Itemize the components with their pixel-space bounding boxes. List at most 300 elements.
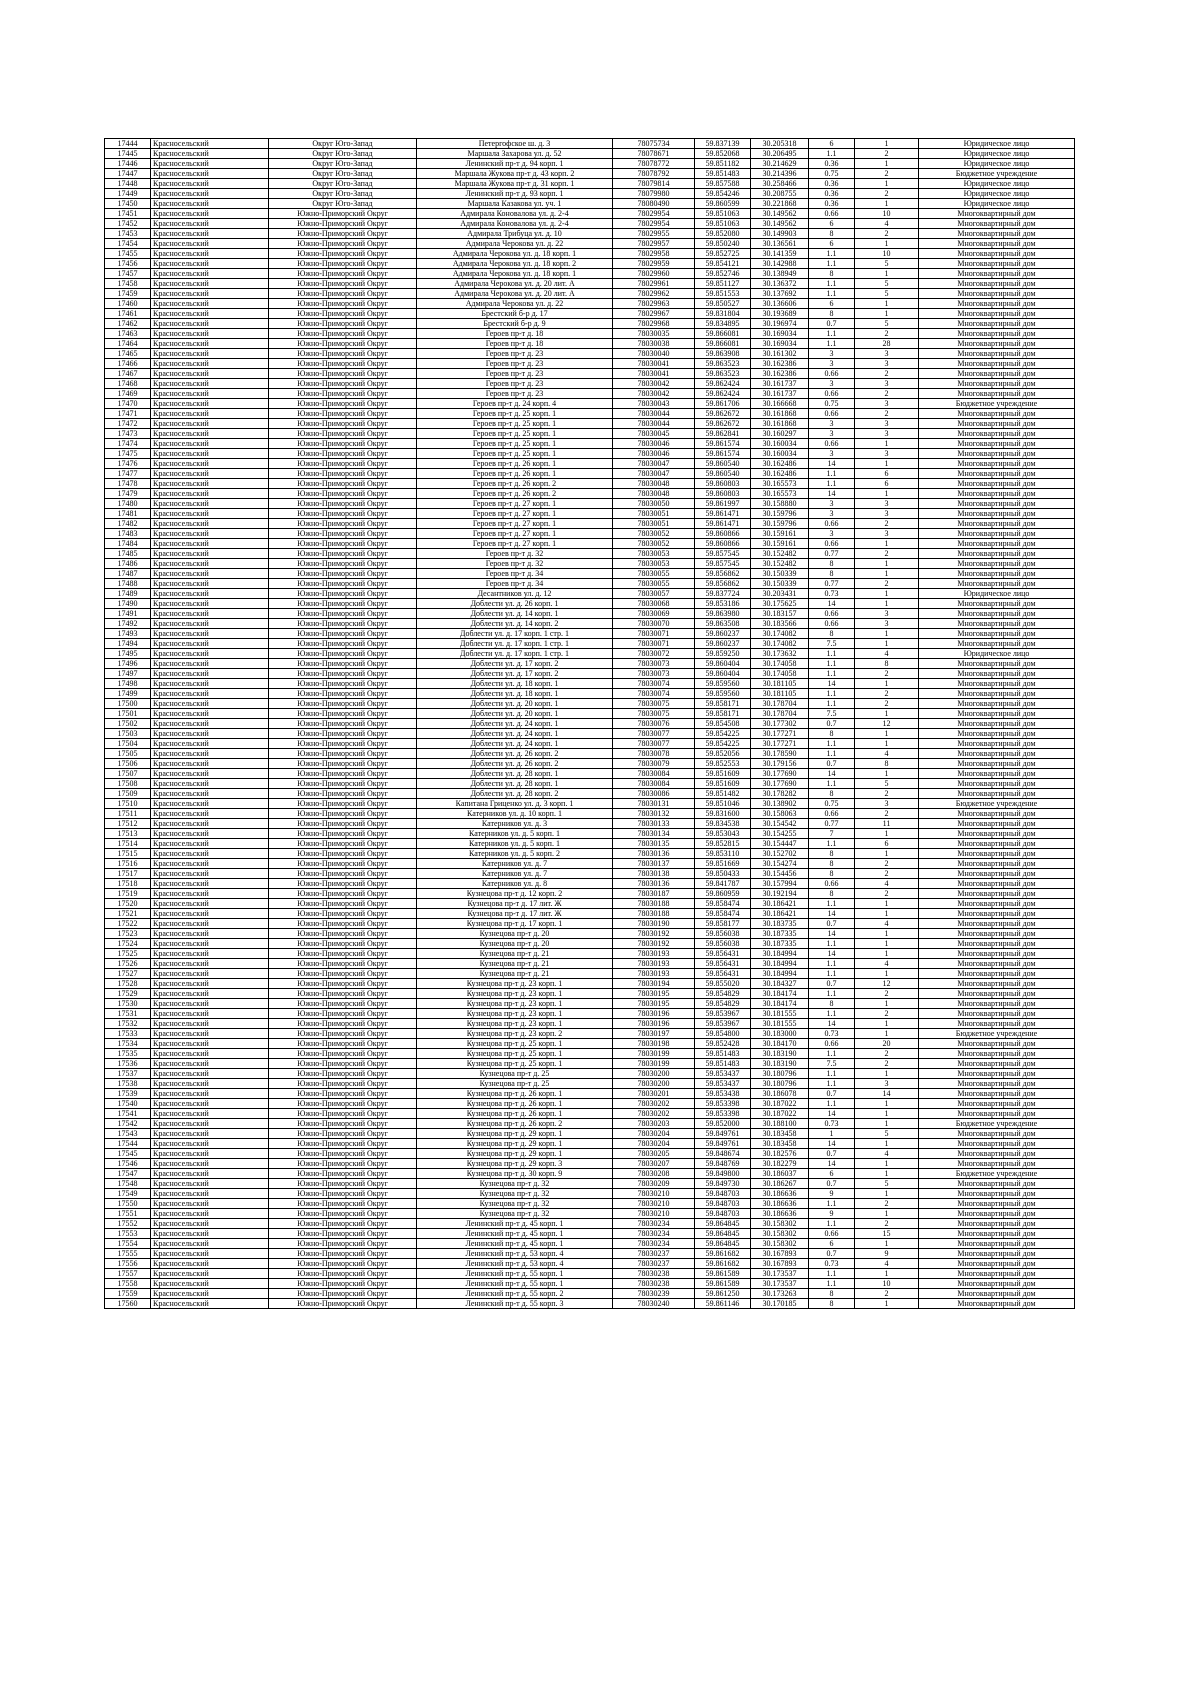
- cell-count: 1: [855, 179, 919, 189]
- cell-id: 17557: [105, 1269, 151, 1279]
- cell-count: 3: [855, 449, 919, 459]
- cell-address: Кузнецова пр-т д. 29 корп. 3: [417, 1159, 613, 1169]
- cell-count: 1: [855, 239, 919, 249]
- cell-district: Красносельский: [151, 959, 269, 969]
- cell-district: Красносельский: [151, 1049, 269, 1059]
- cell-latitude: 59.859250: [695, 649, 751, 659]
- cell-object-code: 78030188: [613, 909, 695, 919]
- cell-address: Героев пр-т д. 25 корп. 1: [417, 449, 613, 459]
- cell-address: Доблести ул. д. 14 корп. 2: [417, 619, 613, 629]
- cell-consumer-type: Многоквартирный дом: [919, 919, 1075, 929]
- cell-consumer-type: Многоквартирный дом: [919, 539, 1075, 549]
- cell-longitude: 30.149903: [751, 229, 809, 239]
- cell-latitude: 59.861706: [695, 399, 751, 409]
- table-row: [105, 849, 1075, 859]
- cell-latitude: 59.851483: [695, 1049, 751, 1059]
- cell-consumer-type: Многоквартирный дом: [919, 1069, 1075, 1079]
- cell-latitude: 59.853186: [695, 599, 751, 609]
- cell-municipality: Южно-Приморский Округ: [269, 609, 417, 619]
- cell-power: 0.66: [809, 539, 855, 549]
- cell-consumer-type: Бюджетное учреждение: [919, 1169, 1075, 1179]
- cell-district: Красносельский: [151, 1279, 269, 1289]
- cell-latitude: 59.861682: [695, 1259, 751, 1269]
- table-row: [105, 659, 1075, 669]
- cell-latitude: 59.861589: [695, 1269, 751, 1279]
- cell-count: 1: [855, 139, 919, 149]
- cell-power: 3: [809, 449, 855, 459]
- cell-consumer-type: Многоквартирный дом: [919, 909, 1075, 919]
- cell-address: Героев пр-т д. 23: [417, 369, 613, 379]
- cell-id: 17498: [105, 679, 151, 689]
- cell-object-code: 78030074: [613, 689, 695, 699]
- cell-municipality: Южно-Приморский Округ: [269, 799, 417, 809]
- cell-municipality: Южно-Приморский Округ: [269, 1099, 417, 1109]
- cell-municipality: Южно-Приморский Округ: [269, 599, 417, 609]
- cell-id: 17502: [105, 719, 151, 729]
- cell-municipality: Южно-Приморский Округ: [269, 929, 417, 939]
- cell-address: Брестский б-р д. 17: [417, 309, 613, 319]
- cell-address: Кузнецова пр-т д. 23 корп. 2: [417, 1029, 613, 1039]
- cell-count: 5: [855, 279, 919, 289]
- cell-address: Кузнецова пр-т д. 26 корп. 1: [417, 1109, 613, 1119]
- cell-district: Красносельский: [151, 1069, 269, 1079]
- cell-longitude: 30.158302: [751, 1239, 809, 1249]
- table-row: [105, 799, 1075, 809]
- cell-id: 17507: [105, 769, 151, 779]
- cell-object-code: 78030084: [613, 779, 695, 789]
- table-row: [105, 749, 1075, 759]
- cell-count: 1: [855, 439, 919, 449]
- cell-count: 3: [855, 359, 919, 369]
- cell-consumer-type: Многоквартирный дом: [919, 839, 1075, 849]
- cell-consumer-type: Многоквартирный дом: [919, 219, 1075, 229]
- cell-object-code: 78030134: [613, 829, 695, 839]
- table-row: [105, 1079, 1075, 1089]
- table-row: [105, 329, 1075, 339]
- cell-power: 7.5: [809, 709, 855, 719]
- cell-power: 8: [809, 309, 855, 319]
- cell-id: 17521: [105, 909, 151, 919]
- table-row: [105, 969, 1075, 979]
- cell-power: 0.66: [809, 1039, 855, 1049]
- cell-object-code: 78030237: [613, 1249, 695, 1259]
- cell-latitude: 59.861574: [695, 449, 751, 459]
- cell-count: 20: [855, 1039, 919, 1049]
- cell-municipality: Южно-Приморский Округ: [269, 289, 417, 299]
- cell-power: 1.1: [809, 959, 855, 969]
- cell-longitude: 30.173263: [751, 1289, 809, 1299]
- cell-consumer-type: Многоквартирный дом: [919, 1149, 1075, 1159]
- table-row: [105, 509, 1075, 519]
- cell-object-code: 78030234: [613, 1219, 695, 1229]
- cell-object-code: 78030193: [613, 969, 695, 979]
- cell-power: 6: [809, 239, 855, 249]
- cell-municipality: Южно-Приморский Округ: [269, 1229, 417, 1239]
- cell-count: 2: [855, 389, 919, 399]
- cell-count: 4: [855, 959, 919, 969]
- cell-object-code: 78030238: [613, 1279, 695, 1289]
- cell-district: Красносельский: [151, 849, 269, 859]
- cell-consumer-type: Многоквартирный дом: [919, 739, 1075, 749]
- cell-longitude: 30.186421: [751, 909, 809, 919]
- cell-power: 14: [809, 909, 855, 919]
- cell-consumer-type: Многоквартирный дом: [919, 289, 1075, 299]
- cell-longitude: 30.187022: [751, 1109, 809, 1119]
- cell-latitude: 59.856431: [695, 949, 751, 959]
- cell-address: Кузнецова пр-т д. 21: [417, 959, 613, 969]
- cell-municipality: Южно-Приморский Округ: [269, 449, 417, 459]
- cell-id: 17472: [105, 419, 151, 429]
- cell-district: Красносельский: [151, 1229, 269, 1239]
- cell-address: Кузнецова пр-т д. 25 корп. 1: [417, 1059, 613, 1069]
- cell-address: Кузнецова пр-т д. 23 корп. 1: [417, 989, 613, 999]
- cell-district: Красносельский: [151, 629, 269, 639]
- cell-longitude: 30.160034: [751, 449, 809, 459]
- cell-consumer-type: Многоквартирный дом: [919, 449, 1075, 459]
- cell-id: 17559: [105, 1289, 151, 1299]
- cell-latitude: 59.849761: [695, 1129, 751, 1139]
- cell-latitude: 59.863508: [695, 619, 751, 629]
- cell-longitude: 30.162486: [751, 469, 809, 479]
- cell-power: 0.66: [809, 619, 855, 629]
- cell-id: 17534: [105, 1039, 151, 1049]
- cell-id: 17517: [105, 869, 151, 879]
- cell-municipality: Южно-Приморский Округ: [269, 1079, 417, 1089]
- cell-power: 0.77: [809, 579, 855, 589]
- cell-address: Адмирала Черокова ул. д. 18 корп. 1: [417, 269, 613, 279]
- cell-municipality: Южно-Приморский Округ: [269, 559, 417, 569]
- cell-district: Красносельский: [151, 539, 269, 549]
- cell-object-code: 78030194: [613, 979, 695, 989]
- cell-latitude: 59.853437: [695, 1069, 751, 1079]
- cell-address: Героев пр-т д. 27 корп. 1: [417, 519, 613, 529]
- cell-object-code: 78030204: [613, 1129, 695, 1139]
- cell-id: 17529: [105, 989, 151, 999]
- cell-latitude: 59.831600: [695, 809, 751, 819]
- cell-id: 17466: [105, 359, 151, 369]
- cell-count: 28: [855, 339, 919, 349]
- cell-count: 3: [855, 619, 919, 629]
- cell-consumer-type: Многоквартирный дом: [919, 769, 1075, 779]
- cell-object-code: 78030072: [613, 649, 695, 659]
- cell-consumer-type: Бюджетное учреждение: [919, 1119, 1075, 1129]
- cell-latitude: 59.864845: [695, 1239, 751, 1249]
- cell-object-code: 78030205: [613, 1149, 695, 1159]
- cell-object-code: 78030055: [613, 579, 695, 589]
- cell-longitude: 30.174082: [751, 629, 809, 639]
- cell-consumer-type: Многоквартирный дом: [919, 1239, 1075, 1249]
- cell-longitude: 30.183190: [751, 1049, 809, 1059]
- cell-consumer-type: Юридическое лицо: [919, 199, 1075, 209]
- cell-municipality: Южно-Приморский Округ: [269, 369, 417, 379]
- cell-latitude: 59.850527: [695, 299, 751, 309]
- cell-district: Красносельский: [151, 1159, 269, 1169]
- cell-municipality: Южно-Приморский Округ: [269, 1109, 417, 1119]
- cell-power: 1.1: [809, 1079, 855, 1089]
- cell-id: 17505: [105, 749, 151, 759]
- cell-longitude: 30.166668: [751, 399, 809, 409]
- cell-count: 3: [855, 349, 919, 359]
- cell-latitude: 59.851483: [695, 1059, 751, 1069]
- cell-municipality: Южно-Приморский Округ: [269, 469, 417, 479]
- cell-count: 1: [855, 1029, 919, 1039]
- cell-longitude: 30.150339: [751, 569, 809, 579]
- cell-consumer-type: Юридическое лицо: [919, 189, 1075, 199]
- cell-latitude: 59.851553: [695, 289, 751, 299]
- cell-district: Красносельский: [151, 1109, 269, 1119]
- cell-address: Кузнецова пр-т д. 26 корп. 1: [417, 1099, 613, 1109]
- cell-consumer-type: Многоквартирный дом: [919, 369, 1075, 379]
- cell-id: 17558: [105, 1279, 151, 1289]
- cell-latitude: 59.862424: [695, 389, 751, 399]
- cell-object-code: 78030075: [613, 709, 695, 719]
- cell-latitude: 59.854829: [695, 999, 751, 1009]
- cell-district: Красносельский: [151, 779, 269, 789]
- cell-power: 1.1: [809, 259, 855, 269]
- cell-count: 4: [855, 1149, 919, 1159]
- cell-municipality: Южно-Приморский Округ: [269, 1009, 417, 1019]
- cell-count: 9: [855, 1249, 919, 1259]
- cell-count: 1: [855, 739, 919, 749]
- cell-municipality: Южно-Приморский Округ: [269, 659, 417, 669]
- cell-address: Адмирала Черокова ул. д. 22: [417, 239, 613, 249]
- cell-consumer-type: Многоквартирный дом: [919, 789, 1075, 799]
- cell-power: 1.1: [809, 689, 855, 699]
- cell-id: 17520: [105, 899, 151, 909]
- cell-longitude: 30.138949: [751, 269, 809, 279]
- cell-longitude: 30.186078: [751, 1089, 809, 1099]
- cell-latitude: 59.852056: [695, 749, 751, 759]
- table-row: [105, 449, 1075, 459]
- cell-count: 1: [855, 599, 919, 609]
- cell-consumer-type: Многоквартирный дом: [919, 229, 1075, 239]
- cell-id: 17499: [105, 689, 151, 699]
- cell-consumer-type: Многоквартирный дом: [919, 1259, 1075, 1269]
- cell-district: Красносельский: [151, 869, 269, 879]
- cell-object-code: 78030199: [613, 1059, 695, 1069]
- cell-power: 1.1: [809, 779, 855, 789]
- cell-power: 1.1: [809, 669, 855, 679]
- cell-latitude: 59.860959: [695, 889, 751, 899]
- cell-address: Героев пр-т д. 25 корп. 1: [417, 429, 613, 439]
- data-table: [104, 138, 1075, 1309]
- cell-longitude: 30.181105: [751, 679, 809, 689]
- cell-latitude: 59.852000: [695, 1119, 751, 1129]
- cell-municipality: Южно-Приморский Округ: [269, 869, 417, 879]
- cell-longitude: 30.173537: [751, 1279, 809, 1289]
- cell-municipality: Южно-Приморский Округ: [269, 569, 417, 579]
- cell-object-code: 78030051: [613, 509, 695, 519]
- cell-power: 6: [809, 1239, 855, 1249]
- table-row: [105, 249, 1075, 259]
- cell-latitude: 59.848703: [695, 1189, 751, 1199]
- cell-municipality: Южно-Приморский Округ: [269, 519, 417, 529]
- cell-district: Красносельский: [151, 379, 269, 389]
- table-row: [105, 189, 1075, 199]
- cell-longitude: 30.183000: [751, 1029, 809, 1039]
- cell-object-code: 78030135: [613, 839, 695, 849]
- cell-longitude: 30.157994: [751, 879, 809, 889]
- cell-address: Доблести ул. д. 14 корп. 1: [417, 609, 613, 619]
- cell-consumer-type: Многоквартирный дом: [919, 639, 1075, 649]
- cell-consumer-type: Юридическое лицо: [919, 589, 1075, 599]
- cell-id: 17537: [105, 1069, 151, 1079]
- cell-object-code: 78030077: [613, 739, 695, 749]
- table-row: [105, 729, 1075, 739]
- cell-count: 3: [855, 799, 919, 809]
- cell-latitude: 59.857588: [695, 179, 751, 189]
- cell-object-code: 78030208: [613, 1169, 695, 1179]
- cell-power: 0.66: [809, 439, 855, 449]
- cell-latitude: 59.831804: [695, 309, 751, 319]
- cell-district: Красносельский: [151, 599, 269, 609]
- cell-object-code: 78030043: [613, 399, 695, 409]
- cell-longitude: 30.158302: [751, 1229, 809, 1239]
- cell-consumer-type: Многоквартирный дом: [919, 349, 1075, 359]
- cell-latitude: 59.860866: [695, 539, 751, 549]
- cell-object-code: 78030055: [613, 569, 695, 579]
- cell-district: Красносельский: [151, 439, 269, 449]
- cell-latitude: 59.862672: [695, 409, 751, 419]
- cell-id: 17457: [105, 269, 151, 279]
- cell-consumer-type: Многоквартирный дом: [919, 499, 1075, 509]
- cell-district: Красносельский: [151, 939, 269, 949]
- cell-count: 2: [855, 329, 919, 339]
- cell-latitude: 59.853398: [695, 1099, 751, 1109]
- cell-consumer-type: Юридическое лицо: [919, 159, 1075, 169]
- cell-consumer-type: Многоквартирный дом: [919, 429, 1075, 439]
- cell-object-code: 78030136: [613, 879, 695, 889]
- table-row: [105, 209, 1075, 219]
- cell-object-code: 78030195: [613, 989, 695, 999]
- cell-power: 9: [809, 1189, 855, 1199]
- cell-longitude: 30.174058: [751, 659, 809, 669]
- cell-address: Героев пр-т д. 26 корп. 2: [417, 479, 613, 489]
- cell-district: Красносельский: [151, 579, 269, 589]
- cell-id: 17453: [105, 229, 151, 239]
- cell-id: 17456: [105, 259, 151, 269]
- cell-count: 3: [855, 529, 919, 539]
- cell-consumer-type: Многоквартирный дом: [919, 1249, 1075, 1259]
- cell-id: 17539: [105, 1089, 151, 1099]
- cell-count: 1: [855, 1139, 919, 1149]
- cell-address: Катерников ул. д. 8: [417, 879, 613, 889]
- cell-latitude: 59.852725: [695, 249, 751, 259]
- cell-address: Адмирала Черокова ул. д. 20 лит. А: [417, 289, 613, 299]
- cell-address: Кузнецова пр-т д. 29 корп. 1: [417, 1129, 613, 1139]
- cell-latitude: 59.851482: [695, 789, 751, 799]
- cell-municipality: Южно-Приморский Округ: [269, 389, 417, 399]
- cell-count: 3: [855, 609, 919, 619]
- cell-id: 17463: [105, 329, 151, 339]
- cell-address: Героев пр-т д. 34: [417, 569, 613, 579]
- table-row: [105, 759, 1075, 769]
- cell-municipality: Южно-Приморский Округ: [269, 1279, 417, 1289]
- cell-longitude: 30.177302: [751, 719, 809, 729]
- cell-count: 2: [855, 859, 919, 869]
- cell-longitude: 30.159796: [751, 509, 809, 519]
- cell-object-code: 78030237: [613, 1259, 695, 1269]
- cell-id: 17503: [105, 729, 151, 739]
- cell-address: Ленинский пр-т д. 55 корп. 3: [417, 1299, 613, 1309]
- cell-address: Героев пр-т д. 27 корп. 1: [417, 509, 613, 519]
- cell-address: Героев пр-т д. 23: [417, 349, 613, 359]
- cell-power: 3: [809, 509, 855, 519]
- cell-id: 17555: [105, 1249, 151, 1259]
- cell-district: Красносельский: [151, 1269, 269, 1279]
- cell-object-code: 78030042: [613, 379, 695, 389]
- cell-consumer-type: Многоквартирный дом: [919, 269, 1075, 279]
- cell-longitude: 30.180796: [751, 1079, 809, 1089]
- cell-municipality: Южно-Приморский Округ: [269, 419, 417, 429]
- cell-id: 17446: [105, 159, 151, 169]
- cell-latitude: 59.851609: [695, 769, 751, 779]
- cell-municipality: Южно-Приморский Округ: [269, 1089, 417, 1099]
- cell-object-code: 78029961: [613, 279, 695, 289]
- cell-district: Красносельский: [151, 1169, 269, 1179]
- cell-count: 6: [855, 469, 919, 479]
- cell-count: 2: [855, 579, 919, 589]
- cell-longitude: 30.158302: [751, 1219, 809, 1229]
- cell-district: Красносельский: [151, 409, 269, 419]
- cell-municipality: Южно-Приморский Округ: [269, 529, 417, 539]
- cell-power: 0.36: [809, 159, 855, 169]
- cell-consumer-type: Многоквартирный дом: [919, 1279, 1075, 1289]
- cell-municipality: Южно-Приморский Округ: [269, 879, 417, 889]
- cell-object-code: 78030197: [613, 1029, 695, 1039]
- cell-power: 3: [809, 379, 855, 389]
- cell-power: 6: [809, 299, 855, 309]
- cell-district: Красносельский: [151, 859, 269, 869]
- cell-consumer-type: Многоквартирный дом: [919, 859, 1075, 869]
- cell-count: 12: [855, 979, 919, 989]
- cell-id: 17543: [105, 1129, 151, 1139]
- cell-power: 6: [809, 139, 855, 149]
- cell-power: 14: [809, 1019, 855, 1029]
- cell-address: Героев пр-т д. 18: [417, 329, 613, 339]
- cell-object-code: 78079980: [613, 189, 695, 199]
- cell-district: Красносельский: [151, 389, 269, 399]
- cell-object-code: 78029968: [613, 319, 695, 329]
- cell-district: Красносельский: [151, 259, 269, 269]
- table-row: [105, 929, 1075, 939]
- cell-municipality: Южно-Приморский Округ: [269, 849, 417, 859]
- cell-latitude: 59.858177: [695, 919, 751, 929]
- cell-municipality: Южно-Приморский Округ: [269, 409, 417, 419]
- cell-longitude: 30.142988: [751, 259, 809, 269]
- cell-longitude: 30.183157: [751, 609, 809, 619]
- cell-id: 17452: [105, 219, 151, 229]
- cell-object-code: 78030195: [613, 999, 695, 1009]
- cell-latitude: 59.860237: [695, 629, 751, 639]
- cell-district: Красносельский: [151, 679, 269, 689]
- cell-longitude: 30.214396: [751, 169, 809, 179]
- cell-address: Кузнецова пр-т д. 17 корп. 1: [417, 919, 613, 929]
- table-row: [105, 789, 1075, 799]
- cell-count: 1: [855, 489, 919, 499]
- cell-object-code: 78030131: [613, 799, 695, 809]
- cell-count: 2: [855, 889, 919, 899]
- cell-consumer-type: Многоквартирный дом: [919, 299, 1075, 309]
- table-row: [105, 409, 1075, 419]
- cell-address: Маршала Захарова ул. д. 52: [417, 149, 613, 159]
- cell-object-code: 78030084: [613, 769, 695, 779]
- cell-municipality: Южно-Приморский Округ: [269, 429, 417, 439]
- cell-address: Десантников ул. д. 12: [417, 589, 613, 599]
- cell-consumer-type: Многоквартирный дом: [919, 469, 1075, 479]
- cell-object-code: 78030053: [613, 549, 695, 559]
- cell-longitude: 30.152702: [751, 849, 809, 859]
